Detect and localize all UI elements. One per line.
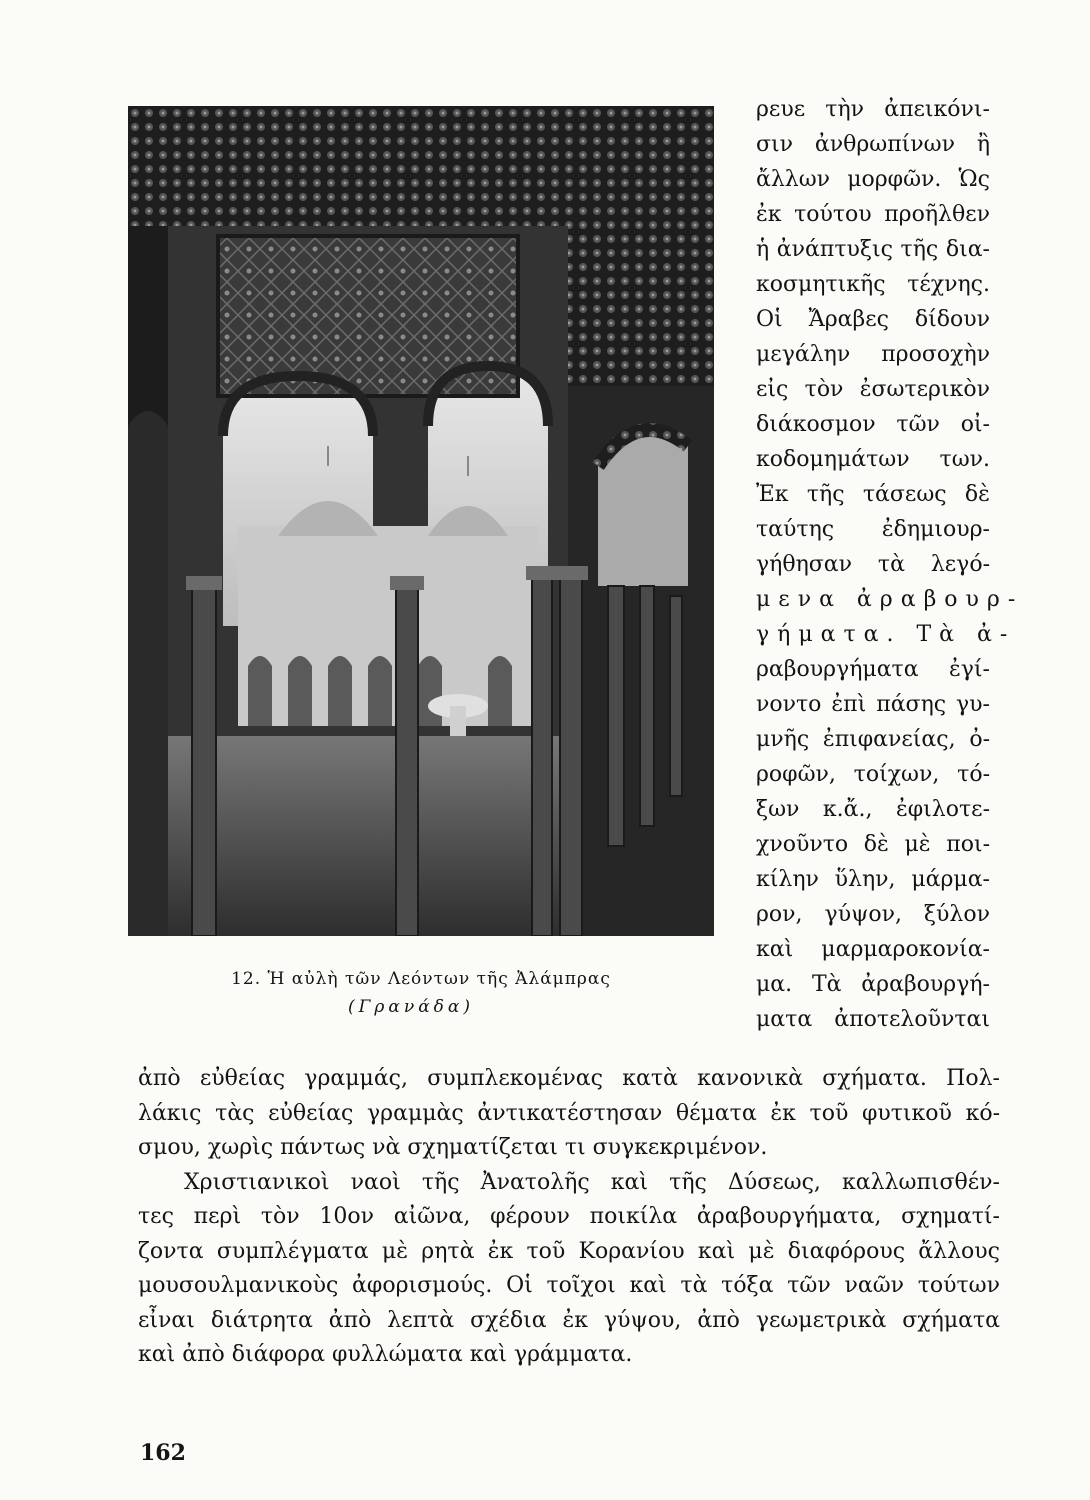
text-line: κοσμητικῆς τέχνης.: [756, 272, 990, 297]
text-line: ρον, γύψον, ξύλον: [756, 902, 990, 927]
text-line: καὶ μαρμαροκονία-: [756, 937, 990, 962]
text-line: μεγάλην προσοχὴν: [756, 342, 990, 367]
text-line: εἰς τὸν ἐσωτερικὸν: [756, 377, 990, 402]
text-line: ἄλλων μορφῶν. Ὡς: [756, 167, 990, 192]
text-line: γήματα. Τὰ ἀ-: [756, 622, 1016, 647]
text-line: καὶ ἀπὸ διάφορα φυλλώματα καὶ γράμματα.: [138, 1342, 633, 1367]
text-line: μνῆς ἐπιφανείας, ὀ-: [756, 727, 990, 752]
text-line: μουσουλμανικοὺς ἀφορισμούς. Οἱ τοῖχοι καὶ τὰ τόξα τῶν ναῶν τούτων: [138, 1273, 1000, 1298]
text-line: ξων κ.ἄ., ἐφιλοτε-: [756, 797, 990, 822]
caption-title: 12. Ἡ αὐλὴ τῶν Λεόντων τῆς Ἀλάμπρας: [231, 969, 611, 989]
text-line: σμου, χωρὶς πάντως νὰ σχηματίζεται τι συγκεκριμένον.: [138, 1135, 768, 1160]
text-line: Ἐκ τῆς τάσεως δὲ: [756, 482, 990, 507]
text-line: ροφῶν, τοίχων, τό-: [756, 762, 990, 787]
text-line: νοντο ἐπὶ πάσης γυ-: [756, 692, 990, 717]
text-line: λάκις τὰς εὐθείας γραμμὰς ἀντικατέστησαν θέματα ἐκ τοῦ φυτικοῦ κό-: [138, 1100, 1000, 1126]
alhambra-court-photo: [128, 106, 714, 936]
text-line: μα. Τὰ ἀραβουργή-: [756, 972, 990, 997]
caption-place: (Γρανάδα): [347, 997, 475, 1017]
page-number: 162: [140, 1440, 186, 1466]
text-line: ἀπὸ εὐθείας γραμμάς, συμπλεκομένας κατὰ κανονικὰ σχήματα. Πολ-: [138, 1066, 1000, 1091]
text-line: τες περὶ τὸν 10ον αἰῶνα, φέρουν ποικίλα ἀραβουργήματα, σχηματί-: [138, 1204, 1000, 1229]
text-line: Χριστιανικοὶ ναοὶ τῆς Ἀνατολῆς καὶ τῆς Δύσεως, καλλωπισθέν-: [184, 1169, 1000, 1195]
body-text: [138, 1062, 1000, 1373]
text-line: χνοῦντο δὲ μὲ ποι-: [756, 832, 990, 857]
text-line: κοδομημάτων των.: [756, 447, 990, 472]
text-line: μενα ἀραβουρ-: [756, 587, 1024, 612]
side-column-text: [756, 92, 1024, 1037]
figure-caption: [128, 966, 714, 1020]
text-line: σιν ἀνθρωπίνων ἢ: [756, 132, 990, 157]
text-line: ζοντα συμπλέγματα μὲ ρητὰ ἐκ τοῦ Κορανίου καὶ μὲ διαφόρους ἄλλους: [138, 1238, 1000, 1264]
text-line: γήθησαν τὰ λεγό-: [756, 552, 990, 577]
text-line: διάκοσμον τῶν οἰ-: [756, 412, 990, 437]
text-line: ρευε τὴν ἀπεικόνι-: [756, 97, 990, 122]
text-line: Οἱ Ἄραβες δίδουν: [756, 307, 990, 332]
text-line: ἐκ τούτου προῆλθεν: [756, 202, 990, 227]
text-line: ματα ἀποτελοῦνται: [756, 1007, 990, 1032]
text-line: ἡ ἀνάπτυξις τῆς δια-: [756, 237, 990, 262]
text-line: ραβουργήματα ἐγί-: [756, 657, 990, 682]
text-line: ταύτης ἐδημιουρ-: [756, 517, 990, 542]
text-line: εἶναι διάτρητα ἀπὸ λεπτὰ σχέδια ἐκ γύψου, ἀπὸ γεωμετρικὰ σχήματα: [138, 1307, 1000, 1333]
text-line: κίλην ὕλην, μάρμα-: [756, 867, 990, 892]
